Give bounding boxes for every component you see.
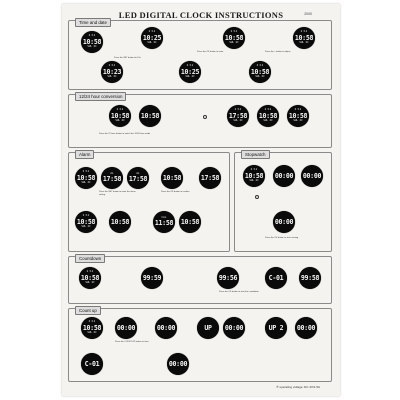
instruction-sheet [62,4,340,396]
section-12-24-conversion [68,94,332,148]
clock-display [249,61,271,83]
clock-display [265,317,287,339]
clock-bottom: SUL 2C [147,40,157,44]
clock-top: 2:11 [186,64,194,68]
clock-display [301,165,323,187]
clock-display [75,167,97,189]
clock-display [141,27,163,49]
operating-voltage-note: ※ operating voltage: DC 4V/1.5A [276,385,320,389]
instruction-note: Press the + button to adjust [265,51,291,53]
section-countdown [68,256,332,304]
clock-main: 00:00 [224,323,244,332]
clock-main: 00:00 [168,359,188,368]
clock-main: 10:58 [80,273,100,282]
clock-main: 10:25 [142,33,162,42]
clock-main: 10:58 [162,173,182,182]
clock-display [179,211,201,233]
clock-display [101,167,123,189]
clock-main: 10:58 [110,217,130,226]
clock-main: 99:59 [142,273,162,282]
section-stopwatch [234,152,332,252]
clock-main: 10:58 [244,171,264,180]
clock-main: 10:58 [180,217,200,226]
clock-bottom: SUL 2C [255,74,265,78]
clock-bottom: SUL 2C [87,330,97,334]
clock-display [101,61,123,83]
section-label: 12/24 hour conversion [75,92,126,101]
clock-display [79,267,101,289]
clock-top: 2:11 [82,214,90,218]
clock-display [139,105,161,127]
clock-bottom: SUL 2C [233,118,243,122]
clock-display [167,353,189,375]
section-alarm [68,152,230,252]
document-code: 2000 [304,12,312,16]
clock-display [273,165,295,187]
instruction-note: Press the OK button to start the countdown [219,291,259,293]
clock-display [109,105,131,127]
clock-main: 17:58 [228,111,248,120]
clock-top: CAL [161,216,167,220]
clock-bottom: SUL 2C [263,118,273,122]
clock-display [265,267,287,289]
clock-display [223,27,245,49]
clock-main: 10:58 [110,111,130,120]
clock-top: 2:11 [116,108,124,112]
clock-display [127,167,149,189]
clock-main: 00:00 [296,323,316,332]
clock-top: 2:11 [294,108,302,112]
clock-display [81,353,103,375]
clock-main: 10:58 [82,323,102,332]
clock-main: UP 2 [268,323,284,332]
clock-bottom: SUL 2C [249,178,259,182]
button-icon [203,115,207,119]
instruction-note: Press the SET button to enter the alarm setting [99,191,136,196]
clock-display [223,317,245,339]
clock-main: 10:58 [82,37,102,46]
clock-top: 2:11 [264,108,272,112]
clock-bottom: SUL 2C [87,44,97,48]
clock-main: 00:00 [116,323,136,332]
clock-top: 2:11 [300,30,308,34]
clock-main: 10:23 [102,67,122,76]
clock-display [257,105,279,127]
clock-top: 2:11 [148,30,156,34]
clock-main: 10:58 [140,111,160,120]
clock-display [243,165,265,187]
clock-bottom: SUL 2C [293,118,303,122]
button-icon [255,195,259,199]
clock-display [227,105,249,127]
clock-display [81,31,103,53]
clock-bottom: SUL 2C [85,280,95,284]
clock-bottom: SUL 2C [185,74,195,78]
clock-main: 99:58 [300,273,320,282]
clock-main: 00:00 [274,171,294,180]
instruction-note: Press the OK button to enter [197,51,224,53]
clock-main: 17:58 [102,175,122,184]
clock-top: AL [136,172,140,176]
section-label: Stopwatch [241,150,270,159]
clock-top: 2:11 [108,64,116,68]
clock-display [155,317,177,339]
clock-display [179,61,201,83]
clock-bottom: SUL 2C [107,74,117,78]
clock-main: C-01 [268,273,284,282]
clock-main: 99:56 [218,273,238,282]
instruction-note: Press the 12 hour button to switch the 12/24 hour mode [99,133,151,135]
clock-top: AL [110,172,114,176]
section-time-and-date [68,20,332,90]
clock-display [115,317,137,339]
clock-top: 2:11 [234,108,242,112]
clock-main: 10:58 [258,111,278,120]
clock-main: 00:00 [302,171,322,180]
instruction-note: Press the COUNT UP button to start [115,341,149,343]
clock-main: 10:58 [294,33,314,42]
clock-display [161,167,183,189]
clock-main: 10:58 [76,217,96,226]
clock-main: UP [204,323,212,332]
clock-top: 2:11 [88,320,96,324]
section-label: Time and date [75,18,111,27]
clock-bottom: SUL 2C [81,180,91,184]
clock-display [273,211,295,233]
document-title: LED DIGITAL CLOCK INSTRUCTIONS [118,10,284,20]
instruction-note: Press the SET button for 10s [114,57,141,59]
instruction-note: Press the OK button to confirm [161,191,190,193]
clock-display [295,317,317,339]
clock-bottom: SUL 2C [299,40,309,44]
clock-display [153,211,175,233]
clock-display [217,267,239,289]
instruction-note: Press the OK button to start running [265,237,299,239]
clock-display [141,267,163,289]
clock-display [287,105,309,127]
section-label: Alarm [75,150,94,159]
clock-display [197,317,219,339]
clock-main: 10:58 [76,173,96,182]
clock-top: 2:11 [250,168,258,172]
clock-display [81,317,103,339]
clock-main: 10:58 [224,33,244,42]
section-label: Count up [75,306,101,315]
clock-display [109,211,131,233]
clock-main: 10:25 [180,67,200,76]
clock-bottom: SUL 2C [115,118,125,122]
section-label: Countdown [75,254,105,263]
section-count-up [68,308,332,382]
clock-display [299,267,321,289]
clock-display [75,211,97,233]
clock-main: 00:00 [156,323,176,332]
clock-display [199,167,221,189]
clock-display [293,27,315,49]
clock-main: 10:58 [250,67,270,76]
clock-main: C-01 [84,359,100,368]
clock-top: 2:11 [230,30,238,34]
clock-main: 17:58 [128,175,148,184]
clock-top: 2:11 [256,64,264,68]
clock-main: 11:58 [154,219,174,228]
clock-top: 2:11 [88,34,96,38]
clock-bottom: SUL 2C [229,40,239,44]
clock-top: 2:11 [86,270,94,274]
clock-top: 2:11 [82,170,90,174]
clock-main: 17:58 [200,173,220,182]
clock-bottom: SUL 2C [81,224,91,228]
clock-main: 10:58 [288,111,308,120]
clock-main: 00:00 [274,217,294,226]
